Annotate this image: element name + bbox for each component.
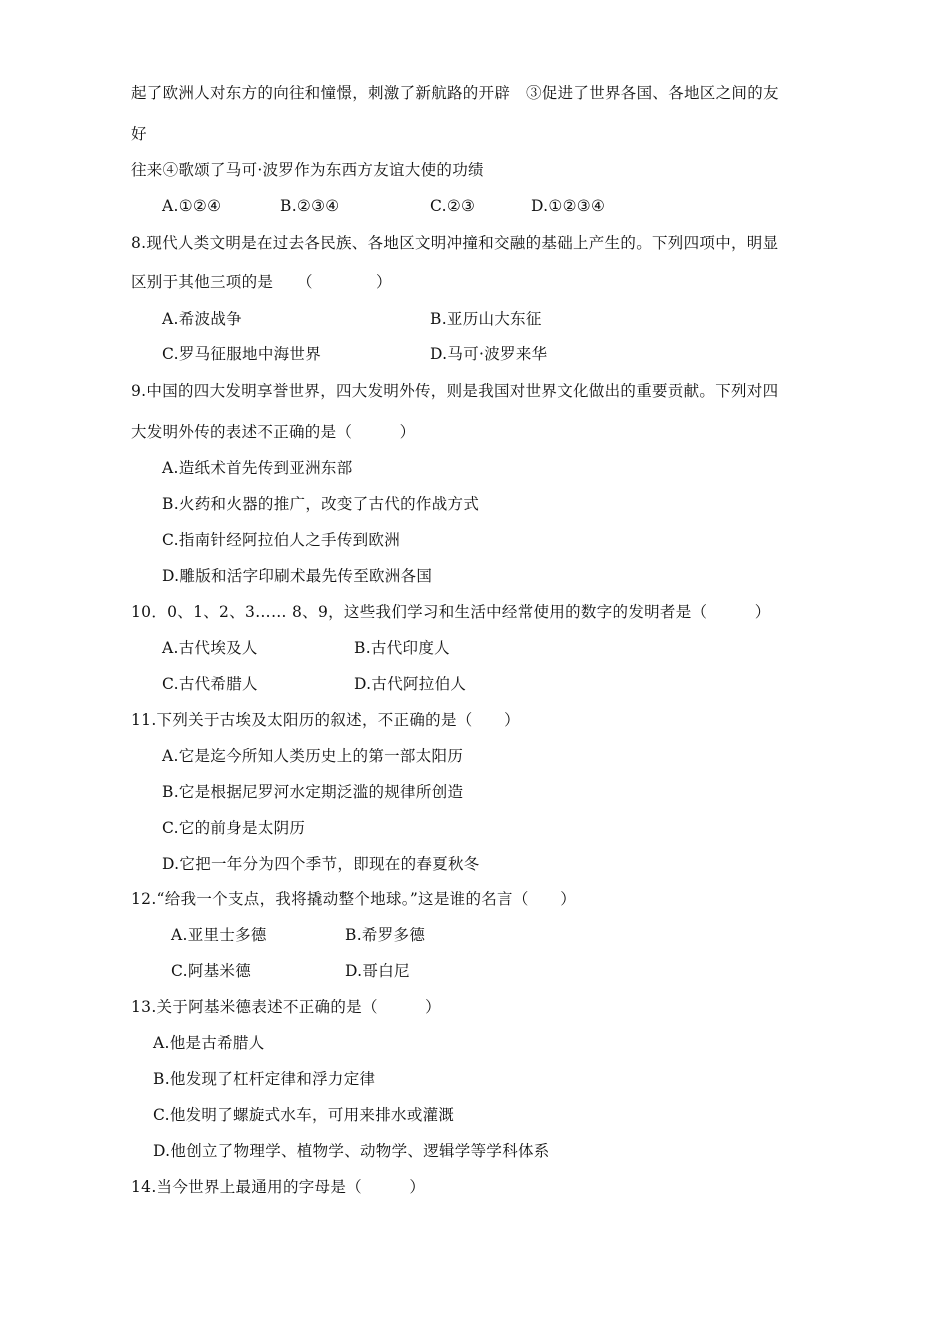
- q7-option-a: A.①②④: [162, 197, 222, 215]
- q9-option-b: B.火药和火器的推广，改变了古代的作战方式: [162, 495, 480, 513]
- q11-option-a: A.它是迄今所知人类历史上的第一部太阳历: [162, 747, 464, 765]
- q13-option-b: B.他发现了杠杆定律和浮力定律: [153, 1070, 376, 1088]
- q9-stem-line-1: 9.中国的四大发明享誉世界，四大发明外传，则是我国对世界文化做出的重要贡献。下列对四: [131, 382, 779, 400]
- q12-stem: 12.“给我一个支点，我将撬动整个地球。”这是谁的名言（ ）: [131, 890, 577, 908]
- q11-option-c: C.它的前身是太阴历: [162, 819, 306, 837]
- q7-continuation-line-1: 起了欧洲人对东方的向往和憧憬，刺激了新航路的开辟 ③促进了世界各国、各地区之间的友: [131, 84, 779, 102]
- q7-option-b: B.②③④: [280, 197, 340, 215]
- q7-option-d: D.①②③④: [531, 197, 606, 215]
- q10-option-b: B.古代印度人: [354, 639, 450, 657]
- q13-option-a: A.他是古希腊人: [153, 1034, 265, 1052]
- q9-option-d: D.雕版和活字印刷术最先传至欧洲各国: [162, 567, 433, 585]
- q8-stem-line-1: 8.现代人类文明是在过去各民族、各地区文明冲撞和交融的基础上产生的。下列四项中，明显: [131, 234, 779, 252]
- q12-option-d: D.哥白尼: [345, 962, 410, 980]
- q9-option-a: A.造纸术首先传到亚洲东部: [162, 459, 353, 477]
- q13-option-c: C.他发明了螺旋式水车，可用来排水或灌溉: [153, 1106, 455, 1124]
- q8-option-c: C.罗马征服地中海世界: [162, 345, 322, 363]
- q11-option-b: B.它是根据尼罗河水定期泛滥的规律所创造: [162, 783, 464, 801]
- q7-continuation-line-2: 好: [131, 125, 147, 143]
- q8-stem-line-2: 区别于其他三项的是 （ ）: [131, 273, 392, 291]
- q10-stem: 10．0、1、2、3…… 8、9，这些我们学习和生活中经常使用的数字的发明者是（ ）: [131, 603, 771, 621]
- q11-option-d: D.它把一年分为四个季节，即现在的春夏秋冬: [162, 855, 480, 873]
- q9-stem-line-2: 大发明外传的表述不正确的是（ ）: [131, 423, 416, 441]
- q9-option-c: C.指南针经阿拉伯人之手传到欧洲: [162, 531, 401, 549]
- q10-option-d: D.古代阿拉伯人: [354, 675, 467, 693]
- q8-option-d: D.马可·波罗来华: [430, 345, 548, 363]
- q8-option-a: A.希波战争: [162, 310, 242, 328]
- q12-option-c: C.阿基米德: [171, 962, 252, 980]
- q13-stem: 13.关于阿基米德表述不正确的是（ ）: [131, 998, 441, 1016]
- q12-option-b: B.希罗多德: [345, 926, 426, 944]
- q7-option-c: C.②③: [430, 197, 476, 215]
- q7-continuation-line-3: 往来④歌颂了马可·波罗作为东西方友谊大使的功绩: [131, 161, 484, 179]
- q8-option-b: B.亚历山大东征: [430, 310, 542, 328]
- q10-option-a: A.古代埃及人: [162, 639, 258, 657]
- q14-stem: 14.当今世界上最通用的字母是（ ）: [131, 1178, 426, 1196]
- q12-option-a: A.亚里士多德: [171, 926, 267, 944]
- q10-option-c: C.古代希腊人: [162, 675, 258, 693]
- q11-stem: 11.下列关于古埃及太阳历的叙述，不正确的是（ ）: [131, 711, 520, 729]
- q13-option-d: D.他创立了物理学、植物学、动物学、逻辑学等学科体系: [153, 1142, 550, 1160]
